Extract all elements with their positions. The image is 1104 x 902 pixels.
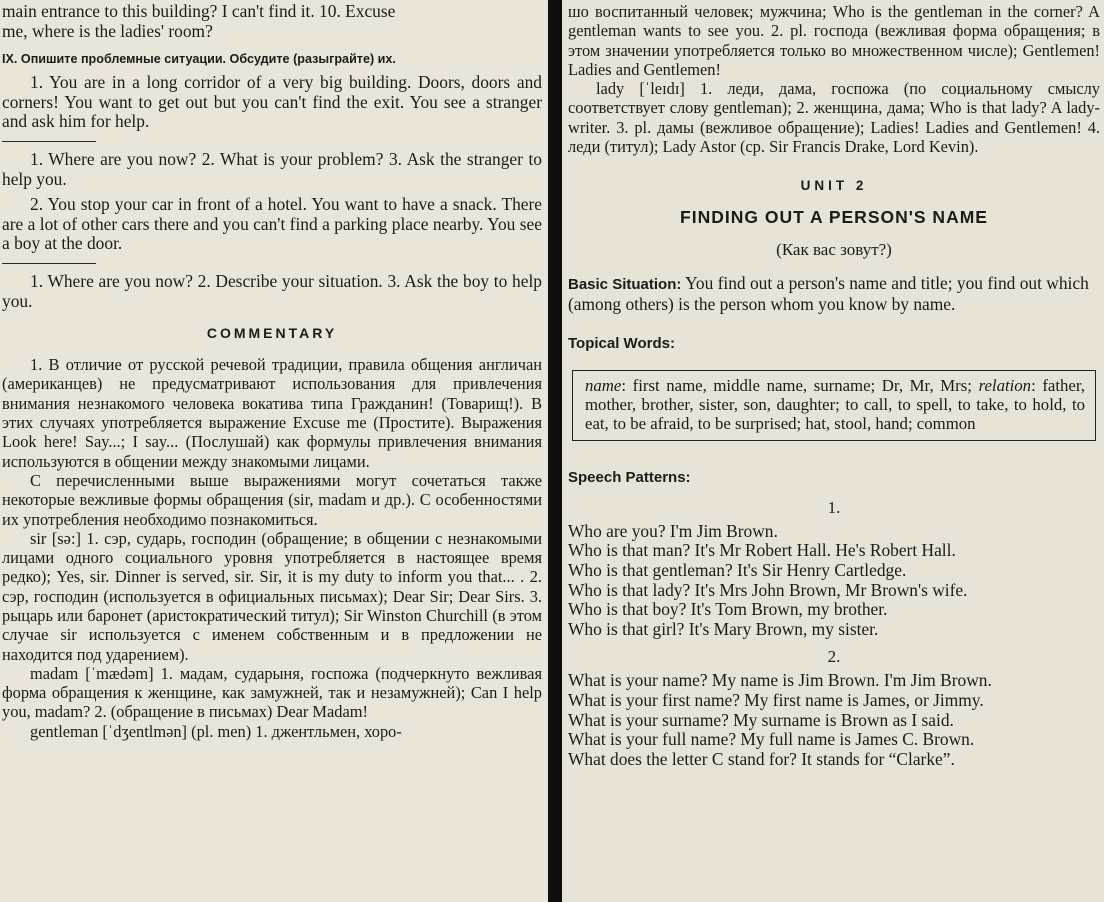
unit-subtitle: (Как вас зовут?)	[776, 240, 892, 260]
right-page	[562, 0, 1104, 902]
left-page	[0, 0, 548, 902]
pattern-line: What is your full name? My full name is James C. Brown.	[568, 729, 975, 750]
separator-line	[2, 263, 96, 264]
topical-words-box	[572, 370, 1096, 441]
pattern-line: Who is that lady? It's Mrs John Brown, Mr Brown's wife.	[568, 579, 968, 600]
questions-2: 1. Where are you now? 2. Describe your situation. 3. Ask the boy to help you.	[2, 270, 542, 311]
pattern-line: What is your first name? My first name is James, or Jimmy.	[568, 689, 984, 710]
pattern-line: Who is that gentleman? It's Sir Henry Cartledge.	[568, 559, 907, 580]
pattern-number: 2.	[827, 647, 841, 667]
pattern-line: What is your surname? My surname is Brown as I said.	[568, 709, 954, 730]
situation-1: 1. You are in a long corridor of a very big building. Doors, doors and corners! You want to get out but you can't find the exit. You see a stranger and ask him for help.	[2, 72, 542, 132]
commentary-paragraph: 1. В отличие от русской речевой традиции, правила общения англичан (американцев) не предусматривают использования для привлечения внимания незнакомого человека вокатива типа Гражданин! (Товарищ!). В этих случаях употребляется выражение Excuse me (Простите). Выражения Look here! Say...; I say... (Послушай) как формулы привлечения внимания используются в общении между знакомыми лицами.	[2, 355, 542, 471]
pattern-line: Who is that boy? It's Tom Brown, my brother.	[568, 599, 888, 620]
situation-2: 2. You stop your car in front of a hotel. You want to have a snack. There are a lot of other cars there and you can't find a parking place nearby. You see a boy at the door.	[2, 194, 542, 254]
box-name-text: : first name, middle name, surname; Dr, Mr, Mrs;	[621, 375, 972, 395]
unit-label: UNIT 2	[800, 178, 868, 194]
pattern-line: Who is that man? It's Mr Robert Hall. He's Robert Hall.	[568, 540, 956, 561]
pattern-line: What is your name? My name is Jim Brown. I'm Jim Brown.	[568, 670, 992, 691]
basic-situation-text: You find out a person's name and title; you find out which (among others) is the person whom you know by name.	[568, 273, 1089, 314]
speech-patterns-label: Speech Patterns:	[568, 468, 691, 486]
gentleman-entry-start: gentleman [ˈdʒentlmən] (pl. men) 1. джентльмен, хоро-	[30, 721, 402, 741]
separator-line	[2, 141, 96, 142]
pattern-line: What does the letter C stand for? It stands for “Clarke”.	[568, 748, 955, 769]
madam-entry: madam [ˈmædəm] 1. мадам, сударыня, госпожа (подчеркнуто вежливая форма обращения к женщине, как замужней, так и незамужней); Can I help you, madam? 2. (обращение в письмах) Dear Madam!	[2, 663, 542, 722]
box-name-label: name	[585, 375, 622, 395]
box-relation-text: : father, mother, brother, sister, son, daughter; to call, to spell, to take, to hold, to eat, to be afraid, to be surprised; hat, stool, hand; common	[585, 375, 1085, 434]
text-line: me, where is the ladies' room?	[2, 20, 213, 41]
questions-1: 1. Where are you now? 2. What is your problem? 3. Ask the stranger to help you.	[2, 148, 542, 189]
unit-title: FINDING OUT A PERSON'S NAME	[680, 207, 988, 228]
gentleman-entry-cont: шо воспитанный человек; мужчина; Who is the gentleman in the corner? A gentleman wants to see you. 2. pl. господа (вежливая форма обращения; в этом значении употребляется только во множественном числе); Gentlemen! Ladies and Gentlemen!	[568, 2, 1100, 79]
basic-situation	[568, 274, 1100, 314]
sir-entry: sir [sə:] 1. сэр, сударь, господин (обращение; в общении с незнакомыми лицами одного социального уровня употребляется в настоящее время редко); Yes, sir. Dinner is served, sir. Sir, it is my duty to inform you that... . 2. сэр, господин (используется в официальных письмах); Dear Sir; Dear Sirs. 3. рыцарь или баронет (аристократический титул); Sir Winston Churchill (в этом случае sir используется с именем собственным и в предложении не находится под ударением).	[2, 528, 542, 664]
text-line: main entrance to this building? I can't find it. 10. Excuse	[2, 1, 396, 21]
topical-words-label: Topical Words:	[568, 334, 675, 352]
pattern-number: 1.	[827, 497, 841, 517]
book-gutter	[548, 0, 562, 902]
commentary-paragraph: С перечисленными выше выражениями могут сочетаться также некоторые вежливые формы обращения (sir, madam и др.). С особенностями их употребления необходимо познакомиться.	[2, 470, 542, 529]
lady-entry: lady [ˈleɪdɪ] 1. леди, дама, госпожа (по социальному смыслу соответствует слову gentleman); 2. женщина, дама; Who is that lady? A lady-writer. 3. pl. дамы (вежливое обращение); Ladies! Ladies and Gentlemen! 4. леди (титул); Lady Astor (ср. Sir Francis Drake, Lord Kevin).	[568, 79, 1100, 157]
box-relation-label: relation	[978, 375, 1032, 395]
pattern-line: Who is that girl? It's Mary Brown, my sister.	[568, 618, 879, 639]
pattern-line: Who are you? I'm Jim Brown.	[568, 520, 778, 541]
task-heading: IX. Опишите проблемные ситуации. Обсудите (разыграйте) их.	[2, 52, 396, 67]
commentary-heading: COMMENTARY	[206, 325, 338, 342]
basic-situation-label: Basic Situation:	[568, 276, 682, 294]
